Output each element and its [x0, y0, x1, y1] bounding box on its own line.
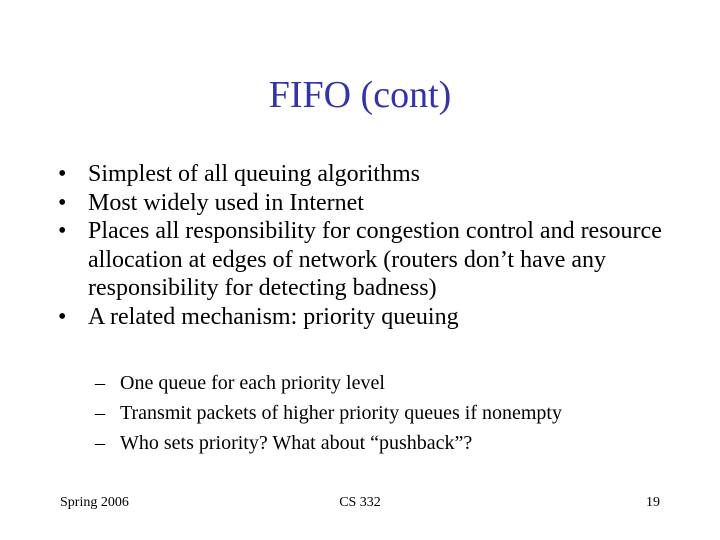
bullet-list	[58, 160, 678, 331]
bullet-item	[58, 217, 678, 303]
subbullet-text: One queue for each priority level	[120, 372, 385, 394]
bullet-text: Simplest of all queuing algorithms	[88, 161, 420, 187]
bullet-text: Most widely used in Internet	[88, 189, 364, 216]
bullet-item	[58, 303, 678, 332]
footer-course: CS 332	[339, 495, 381, 510]
subbullet-text: Transmit packets of higher priority queues if nonempty	[120, 402, 562, 424]
subbullet-item	[95, 398, 695, 428]
subbullet-item	[95, 428, 695, 458]
bullet-text: Places all responsibility for congestion control and resource allocation at edges of network (routers don’t have any responsibility for detecting badness)	[88, 218, 662, 301]
bullet-text: A related mechanism: priority queuing	[88, 303, 459, 330]
bullet-marker: •	[58, 161, 67, 187]
subbullet-list	[95, 368, 695, 458]
subbullet-text: Who sets priority? What about “pushback”?	[120, 432, 473, 454]
footer-date: Spring 2006	[60, 495, 129, 510]
subbullet-marker: –	[95, 432, 105, 454]
bullet-item	[58, 189, 678, 218]
bullet-marker: •	[58, 189, 67, 216]
subbullet-marker: –	[95, 372, 105, 394]
subbullet-marker: –	[95, 402, 105, 424]
bullet-marker: •	[58, 218, 67, 244]
slide-title: FIFO (cont)	[268, 74, 452, 116]
footer-page-number: 19	[646, 495, 660, 510]
bullet-item	[58, 160, 678, 189]
subbullet-item	[95, 368, 695, 398]
bullet-marker: •	[58, 303, 67, 330]
